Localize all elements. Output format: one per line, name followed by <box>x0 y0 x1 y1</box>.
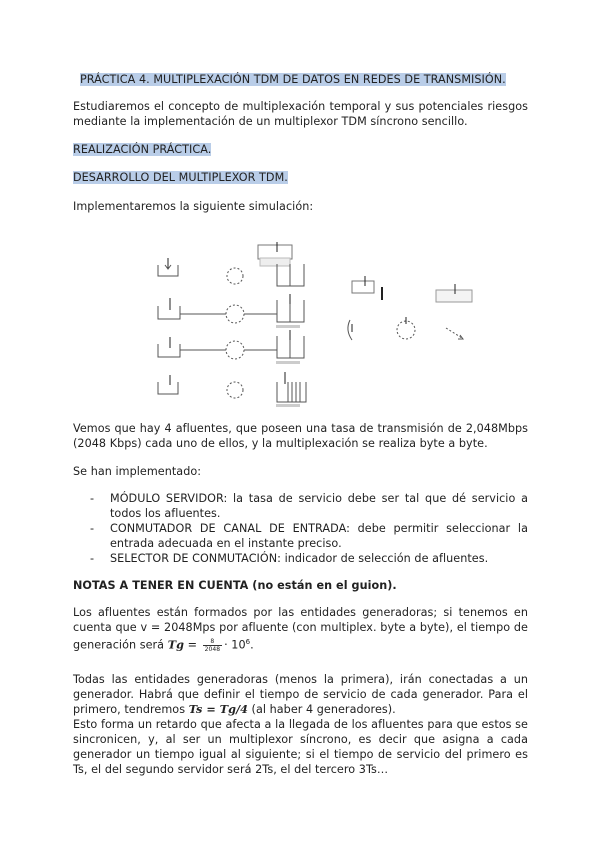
queue-block-2 <box>277 294 304 322</box>
notes-paragraph-1-text: Los afluentes están formados por las entidades generadoras; si tenemos en cuenta que v = 2048Mps por afluente (con multiplex. byte a byte), el tiempo de generación será <box>73 606 528 652</box>
generator-block-1 <box>158 258 178 276</box>
practice-heading: PRÁCTICA 4. MULTIPLEXACIÓN TDM DE DATOS EN REDES DE TRANSMISIÓN. <box>80 73 506 86</box>
server-node-3 <box>226 341 244 359</box>
implemented-label: Se han implementado: <box>73 465 202 478</box>
notes-paragraph-1 <box>73 605 528 653</box>
queue-block-1 <box>258 242 304 286</box>
notes-paragraph-2-text-a: Todas las entidades generadoras (menos la primera), irán conectadas a un generador. Habrá que definir el tiempo de servicio de cada generador. Para el primero, tendremos <box>73 673 528 716</box>
formula-ts: Ts = Tg/4 <box>188 702 248 716</box>
simulation-intro: Implementaremos la siguiente simulación: <box>73 200 314 213</box>
fraction-denominator: 2048 <box>204 646 221 654</box>
formula-equals: = <box>187 638 197 652</box>
bullet-servidor: - MÓDULO SERVIDOR: la tasa de servicio debe ser tal que dé servicio a todos los afluentes. <box>90 491 528 521</box>
implemented-list <box>90 491 528 566</box>
formula-tg: Tg <box>167 637 184 652</box>
notes-paragraph-2 <box>73 672 528 717</box>
server-node-1 <box>227 268 243 284</box>
afluentes-paragraph: Vemos que hay 4 afluentes, que poseen una tasa de transmisión de 2,048Mbps (2048 Kbps) cada uno de ellos, y la multiplexación se realiza byte a byte. <box>73 422 528 450</box>
server-node-2 <box>226 305 244 323</box>
selector-block <box>436 284 472 302</box>
switch-arc <box>348 320 352 340</box>
input-switch-block <box>352 276 374 293</box>
generator-block-2 <box>158 298 180 319</box>
intro-paragraph: Estudiaremos el concepto de multiplexación temporal y sus potenciales riesgos mediante la implementación de un multiplexor TDM síncrono sencillo. <box>73 100 528 128</box>
notes-paragraph-3: Esto forma un retardo que afecta a la llegada de los afluentes para que estos se sincronicen, y, al ser un multiplexor síncrono, es decir que asigna a cada generador un tiempo igual al siguiente; si el tiempo de servicio del primero es Ts, el del segundo servidor será 2Ts, el del tercero 3Ts… <box>73 718 528 776</box>
formula-tail: · 10 <box>224 638 246 652</box>
bullet-selector: - SELECTOR DE CONMUTACIÓN: indicador de selección de afluentes. <box>90 551 528 566</box>
subsection-title: DESARROLLO DEL MULTIPLEXOR TDM. <box>73 171 288 184</box>
formula-fraction <box>203 638 222 653</box>
queue-block-3 <box>277 330 304 358</box>
notes-title: NOTAS A TENER EN CUENTA (no están en el guion). <box>73 579 397 592</box>
fraction-numerator: 8 <box>203 638 222 646</box>
formula-exponent: 6 <box>245 638 251 646</box>
server-node-4 <box>227 382 243 398</box>
queue-block-4 <box>277 372 306 402</box>
output-link <box>446 328 462 338</box>
notes-paragraph-2-text-b: (al haber 4 generadores). <box>251 703 396 716</box>
generator-block-4 <box>158 375 178 394</box>
section-title: REALIZACIÓN PRÁCTICA. <box>73 143 212 156</box>
bullet-conmutador: - CONMUTADOR DE CANAL DE ENTRADA: debe permitir seleccionar la entrada adecuada en el instante preciso. <box>90 521 528 551</box>
formula-end: . <box>250 638 254 652</box>
simulation-diagram <box>140 232 500 412</box>
generator-block-3 <box>158 337 180 357</box>
